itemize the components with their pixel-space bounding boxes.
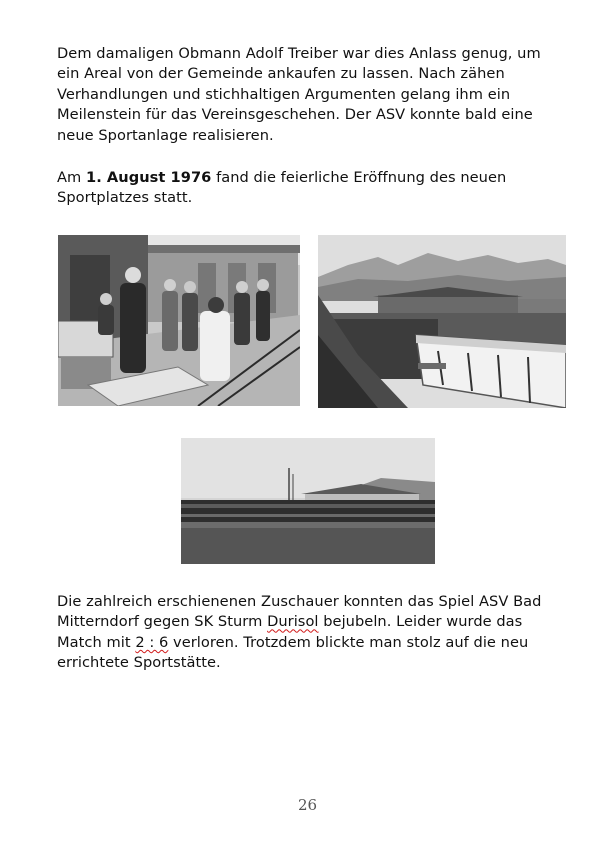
paragraph-match-text3: verloren. Trotzdem blickte man stolz auf die neu errichtete Sportstätte.	[57, 633, 529, 672]
page-number: 26	[297, 796, 318, 814]
paragraph-match	[57, 592, 567, 674]
paragraph-match-text2: bejubeln. Leider wurde das Match mit	[57, 613, 523, 651]
paragraph-opening-after: fand die feierliche Eröffnung des neuen Sportplatzes statt.	[57, 169, 507, 207]
paragraph-match-text1: Die zahlreich erschienenen Zuschauer konnten das Spiel ASV Bad Mitterndorf gegen SK Sturm	[57, 593, 542, 631]
paragraph-opening-before: Am	[57, 169, 86, 186]
match-score: 2 : 6	[135, 633, 169, 651]
opening-date: 1. August 1976	[86, 169, 212, 186]
paragraph-intro: Dem damaligen Obmann Adolf Treiber war dies Anlass genug, um ein Areal von der Gemeinde ankaufen zu lassen. Nach zähen Verhandlungen und stichhaltigen Argumenten gelang ihm ein Meilenstein für das Vereinsgeschehen. Der ASV konnte bald eine neue Sportanlage realisieren.	[57, 45, 541, 144]
photo-spectators-pitch	[181, 438, 435, 564]
paragraph-opening	[57, 168, 567, 209]
word-durisol: Durisol	[267, 613, 319, 631]
photo-crowd-bus	[318, 235, 566, 408]
photo-opening-ceremony	[58, 235, 300, 406]
